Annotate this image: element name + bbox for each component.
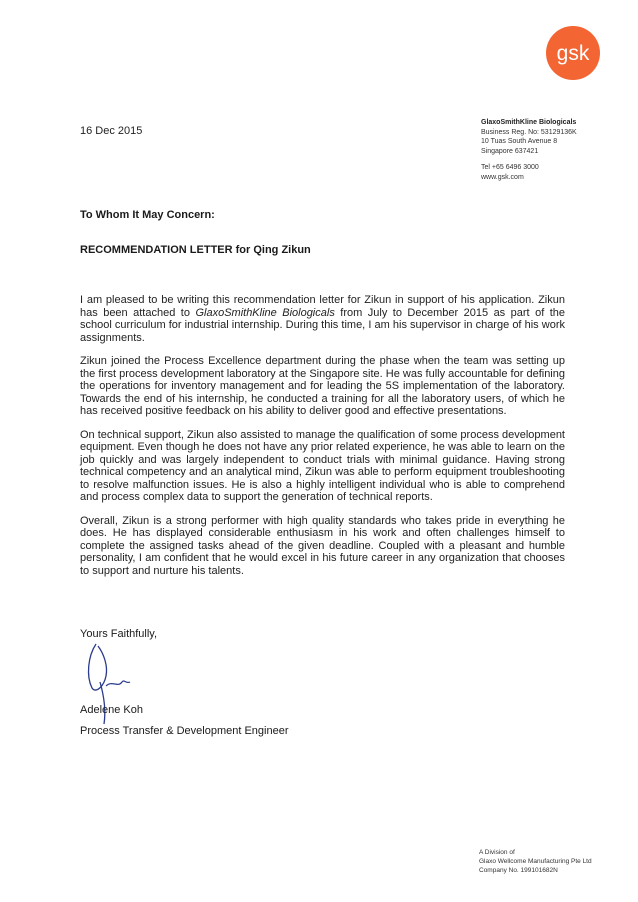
- paragraph-1-end: from July to December 2015 as part of the school curriculum for industrial internship. During this time, I am his supervisor in charge of his work assignments.: [80, 306, 566, 344]
- company-name-italic: GlaxoSmithKline Biologicals: [195, 306, 335, 319]
- footer-line1: A Division of: [479, 849, 515, 856]
- footer-line3: Company No. 199101682N: [479, 867, 558, 874]
- gsk-logo: [546, 26, 600, 80]
- company-address-line2: Singapore 637421: [481, 147, 539, 155]
- salutation: To Whom It May Concern:: [80, 209, 215, 221]
- company-address-block: [481, 118, 631, 183]
- company-website: www.gsk.com: [481, 173, 524, 181]
- company-address-line1: 10 Tuas South Avenue 8: [481, 138, 558, 146]
- letter-date: 16 Dec 2015: [80, 125, 143, 137]
- signer-name: Adelene Koh: [80, 704, 143, 716]
- paragraph-2: Zikun joined the Process Excellence department during the phase when the team was setting up the first process development laboratory at the Singapore site. He was fully accountable for defining the operations for inventory management and for leading the 5S implementation of the laboratory. Towards the end of his internship, he conducted a training for all the laboratory users, of which he has received positive feedback on his ability to deliver good and effective presentations.: [80, 355, 565, 417]
- footer-line2: Glaxo Wellcome Manufacturing Pte Ltd: [479, 858, 592, 865]
- paragraph-3: On technical support, Zikun also assisted to manage the qualification of some process development equipment. Even though he does not have any prior related experience, he was able to learn on the job quickly and was largely independent to conduct trials with minimal guidance. Having strong technical competency and an analytical mind, Zikun was able to perform equipment troubleshooting to resolve malfunction issues. He is also a highly intelligent individual who is able to comprehend and process complex data to support the generation of technical reports.: [80, 428, 565, 503]
- footer-block: [479, 848, 634, 875]
- company-reg: Business Reg. No: 53129136K: [481, 128, 577, 136]
- gsk-logo-text: gsk: [556, 42, 590, 65]
- company-tel: Tel +65 6496 3000: [481, 164, 539, 172]
- paragraph-4: Overall, Zikun is a strong performer with high quality standards who takes pride in everything he does. He has displayed considerable enthusiasm in his work and often challenges himself to complete the assigned tasks ahead of the given deadline. Coupled with a pleasant and humble personality, I am confident that he would excel in his future career in any organization that chooses to support and nurture his talents.: [80, 514, 565, 577]
- signer-title: Process Transfer & Development Engineer: [80, 725, 289, 737]
- closing: Yours Faithfully,: [80, 628, 158, 640]
- paragraph-1-start: I am pleased to be writing this recommendation letter for Zikun in support of his application. Zikun has been attached to: [80, 294, 565, 319]
- company-name: GlaxoSmithKline Biologicals: [481, 119, 577, 126]
- letter-body: [80, 294, 565, 588]
- letter-subject: RECOMMENDATION LETTER for Qing Zikun: [80, 244, 311, 256]
- paragraph-1: [80, 294, 565, 344]
